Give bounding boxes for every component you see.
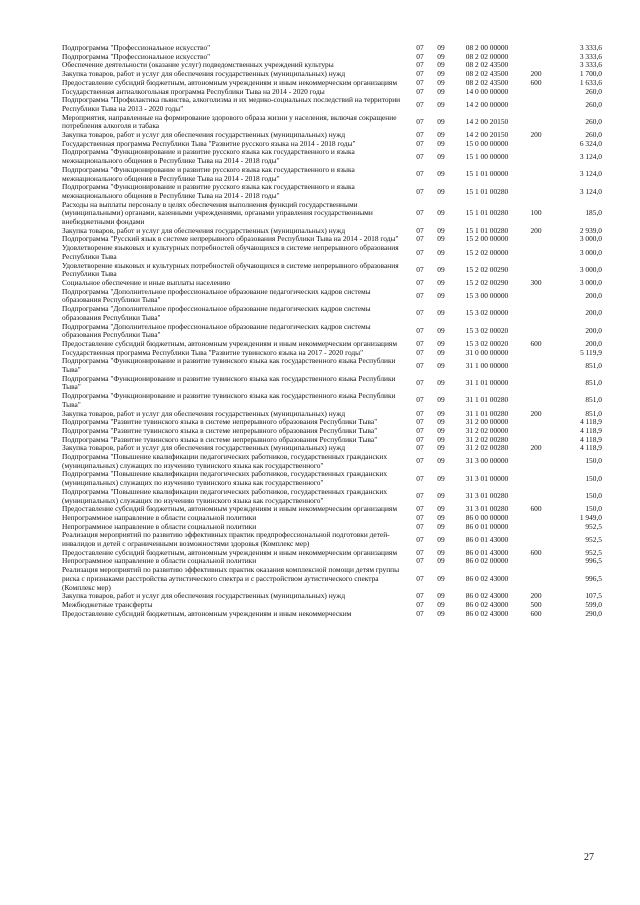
row-expense-type-code xyxy=(522,418,550,427)
row-name: Закупка товаров, работ и услуг для обеспечения государственных (муниципальных) нужд xyxy=(62,591,346,601)
row-name: Реализация мероприятий по развитию эффективных практик предпрофессиональной подготовки детей-инвалидов и детей с ограниченными возможностями здоровья (Комплекс мер) xyxy=(62,530,390,549)
row-section-code: 07 xyxy=(416,360,424,370)
row-name: Подпрограмма "Дополнительное профессиональное образование педагогических кадров системы образования Республики Тыва" xyxy=(62,304,371,322)
row-name: Подпрограмма "Повышение квалификации педагогических работников, государственных гражданских (муниципальных) служащих по изучению тувинского языка как государственного" xyxy=(62,452,388,470)
row-section-code: 07 xyxy=(416,130,424,140)
row-name: Подпрограмма "Функционирование и развитие русского языка как государственного и языка межнационального общения в Республике Тыва на 2014 - 2018 годы" xyxy=(62,164,355,183)
row-amount: 4 118,9 xyxy=(580,417,602,427)
row-target-article-code: 14 2 00 00000 xyxy=(465,99,509,109)
row-subsection-code: 09 xyxy=(437,504,445,514)
row-amount: 4 118,9 xyxy=(580,434,602,444)
row-subsection-code: 09 xyxy=(437,395,445,405)
row-section-code: 07 xyxy=(416,234,424,244)
table-row xyxy=(62,114,602,131)
row-expense-type-code: 200 xyxy=(530,408,542,418)
row-section-code: 07 xyxy=(416,138,424,148)
row-section-code: 07 xyxy=(416,521,424,531)
table-row xyxy=(62,610,602,619)
row-section-code: 07 xyxy=(416,151,424,161)
row-target-article-code: 86 0 02 00000 xyxy=(465,556,509,566)
row-name: Подпрограмма "Функционирование и развитие тувинского языка как государственного языка Республики Тыва" xyxy=(62,356,396,375)
row-subsection-code: 09 xyxy=(437,347,445,357)
table-row xyxy=(62,392,602,409)
row-amount: 4 118,9 xyxy=(580,443,602,453)
row-section-code: 07 xyxy=(416,99,424,109)
row-expense-type-code xyxy=(522,566,550,592)
row-subsection-code: 09 xyxy=(437,86,445,96)
row-subsection-code: 09 xyxy=(437,130,445,140)
row-subsection-code: 09 xyxy=(437,491,445,501)
row-amount: 260,0 xyxy=(585,86,602,96)
row-amount: 200,0 xyxy=(585,338,602,348)
row-expense-type-code xyxy=(522,88,550,97)
row-amount: 3 333,6 xyxy=(579,51,602,61)
row-expense-type-code: 200 xyxy=(530,591,542,601)
row-expense-type-code xyxy=(522,357,550,374)
row-amount: 952,5 xyxy=(585,521,602,531)
row-subsection-code: 09 xyxy=(437,169,445,179)
row-name: Реализация мероприятий по развитию эффективных практик оказания комплексной помощи детям группы риска с признаками расстройства аутистического спектра и с расстройством аутистического спектра (Комплекс мер) xyxy=(62,565,400,592)
row-section-code: 07 xyxy=(416,600,424,609)
row-name: Закупка товаров, работ и услуг для обеспечения государственных (муниципальных) нужд xyxy=(62,225,346,235)
row-subsection-code: 09 xyxy=(437,456,445,466)
row-section-code: 07 xyxy=(416,338,424,348)
row-section-code: 07 xyxy=(416,225,424,235)
row-target-article-code: 31 3 01 00280 xyxy=(465,491,509,501)
row-subsection-code: 09 xyxy=(437,521,445,531)
row-subsection-code: 09 xyxy=(437,417,445,427)
row-amount: 952,5 xyxy=(585,547,602,557)
row-amount: 851,0 xyxy=(585,408,602,418)
row-section-code: 07 xyxy=(416,208,424,218)
row-subsection-code: 09 xyxy=(437,264,445,274)
row-expense-type-code xyxy=(522,323,550,340)
row-amount: 260,0 xyxy=(585,99,602,109)
row-amount: 5 119,9 xyxy=(580,347,602,357)
row-name: Удовлетворение языковых и культурных потребностей обучающихся в системе непрерывного образования Республики Тыва xyxy=(62,243,399,261)
row-subsection-code: 09 xyxy=(437,225,445,235)
row-subsection-code: 09 xyxy=(437,291,445,301)
row-name: Подпрограмма "Развитие тувинского языка в системе непрерывного образования Республики Тыва" xyxy=(62,417,378,427)
row-amount: 200,0 xyxy=(585,325,602,335)
row-subsection-code: 09 xyxy=(437,69,445,79)
row-amount: 3 333,6 xyxy=(579,60,602,70)
row-expense-type-code xyxy=(522,114,550,131)
row-subsection-code: 09 xyxy=(437,338,445,348)
row-subsection-code: 09 xyxy=(437,60,445,70)
row-subsection-code: 09 xyxy=(437,534,445,544)
row-section-code: 07 xyxy=(416,308,424,318)
table-row xyxy=(62,470,602,487)
row-subsection-code: 09 xyxy=(437,247,445,257)
row-amount: 2 939,0 xyxy=(579,225,602,235)
row-name: Закупка товаров, работ и услуг для обеспечения государственных (муниципальных) нужд xyxy=(62,443,346,453)
row-amount: 260,0 xyxy=(585,116,602,126)
table-row xyxy=(62,262,602,279)
row-section-code: 07 xyxy=(416,69,424,79)
row-expense-type-code: 200 xyxy=(530,225,542,235)
row-section-code: 07 xyxy=(416,395,424,405)
row-expense-type-code xyxy=(522,531,550,548)
table-row xyxy=(62,305,602,322)
row-expense-type-code: 600 xyxy=(530,77,542,87)
row-section-code: 07 xyxy=(416,86,424,96)
row-expense-type-code xyxy=(522,148,550,165)
row-expense-type-code: 600 xyxy=(530,338,542,348)
row-amount: 150,0 xyxy=(585,456,602,466)
row-subsection-code: 09 xyxy=(437,77,445,87)
row-name: Подпрограмма "Развитие тувинского языка в системе непрерывного образования Республики Тыва" xyxy=(62,425,378,435)
row-name: Подпрограмма "Функционирование и развитие русского языка как государственного и языка межнационального общения в Республике Тыва на 2014 - 2018 годы" xyxy=(62,147,355,166)
row-expense-type-code: 600 xyxy=(530,608,542,618)
row-expense-type-code xyxy=(522,235,550,244)
row-expense-type-code: 600 xyxy=(530,547,542,557)
row-subsection-code: 09 xyxy=(437,325,445,335)
table-row xyxy=(62,357,602,374)
row-target-article-code: 08 2 02 00000 xyxy=(465,51,509,61)
row-section-code: 07 xyxy=(416,534,424,544)
row-target-article-code: 31 1 01 00280 xyxy=(465,395,509,405)
row-target-article-code: 15 3 00 00000 xyxy=(465,291,509,301)
row-section-code: 07 xyxy=(416,425,424,435)
row-target-article-code: 31 1 01 00000 xyxy=(465,378,509,388)
row-expense-type-code xyxy=(522,488,550,505)
row-section-code: 07 xyxy=(416,186,424,196)
row-name: Предоставление субсидий бюджетным, автономным учреждениям и иным некоммерческим организациям xyxy=(62,338,398,348)
row-subsection-code: 09 xyxy=(437,51,445,61)
row-expense-type-code: 500 xyxy=(530,600,542,609)
row-expense-type-code xyxy=(522,453,550,470)
row-target-article-code: 15 2 02 00290 xyxy=(465,264,509,274)
row-name: Социальное обеспечение и иные выплаты населению xyxy=(62,277,231,287)
row-subsection-code: 09 xyxy=(437,138,445,148)
table-row xyxy=(62,244,602,261)
row-target-article-code: 31 2 02 00280 xyxy=(465,443,509,453)
row-section-code: 07 xyxy=(416,77,424,87)
row-name: Подпрограмма "Повышение квалификации педагогических работников, государственных гражданских (муниципальных) служащих по изучению тувинского языка как государственного" xyxy=(62,486,388,505)
row-subsection-code: 09 xyxy=(437,443,445,453)
row-subsection-code: 09 xyxy=(437,360,445,370)
row-expense-type-code xyxy=(522,427,550,436)
row-expense-type-code: 200 xyxy=(530,130,542,140)
row-expense-type-code xyxy=(522,183,550,200)
row-expense-type-code: 300 xyxy=(530,277,542,287)
row-name: Подпрограмма "Функционирование и развитие тувинского языка как государственного языка Республики Тыва" xyxy=(62,373,396,392)
row-name: Подпрограмма "Развитие тувинского языка в системе непрерывного образования Республики Тыва" xyxy=(62,434,378,444)
row-subsection-code: 09 xyxy=(437,473,445,483)
row-expense-type-code: 200 xyxy=(530,443,542,453)
row-target-article-code: 31 3 00 00000 xyxy=(465,456,509,466)
row-section-code: 07 xyxy=(416,43,424,52)
row-amount: 185,0 xyxy=(585,208,602,218)
row-expense-type-code xyxy=(522,44,550,53)
row-section-code: 07 xyxy=(416,556,424,566)
row-section-code: 07 xyxy=(416,60,424,70)
row-name: Закупка товаров, работ и услуг для обеспечения государственных (муниципальных) нужд xyxy=(62,408,346,418)
row-amount: 952,5 xyxy=(585,534,602,544)
row-target-article-code: 15 0 00 00000 xyxy=(465,138,509,148)
row-target-article-code: 86 0 01 43000 xyxy=(465,534,509,544)
row-amount: 851,0 xyxy=(585,378,602,388)
row-amount: 6 324,0 xyxy=(579,138,602,148)
row-target-article-code: 86 0 02 43000 xyxy=(465,591,509,601)
row-section-code: 07 xyxy=(416,456,424,466)
row-section-code: 07 xyxy=(416,608,424,618)
row-amount: 150,0 xyxy=(585,473,602,483)
row-subsection-code: 09 xyxy=(437,425,445,435)
row-expense-type-code xyxy=(522,305,550,322)
row-target-article-code: 86 0 02 43000 xyxy=(465,573,509,583)
row-name: Подпрограмма "Профессиональное искусство" xyxy=(62,43,211,52)
table-row xyxy=(62,488,602,505)
row-target-article-code: 15 2 00 00000 xyxy=(465,234,509,244)
row-section-code: 07 xyxy=(416,504,424,514)
row-section-code: 07 xyxy=(416,247,424,257)
row-name: Подпрограмма "Профилактика пьянства, алкоголизма и их медико-социальных последствий на территории Республики Тыва на 2013 - 2020 годы" xyxy=(62,95,401,113)
row-section-code: 07 xyxy=(416,417,424,427)
row-target-article-code: 31 2 02 00000 xyxy=(465,425,509,435)
row-target-article-code: 31 2 00 00000 xyxy=(465,417,509,427)
row-subsection-code: 09 xyxy=(437,308,445,318)
row-section-code: 07 xyxy=(416,347,424,357)
row-target-article-code: 08 2 02 43500 xyxy=(465,60,509,70)
row-target-article-code: 31 3 01 00000 xyxy=(465,473,509,483)
row-subsection-code: 09 xyxy=(437,43,445,52)
row-target-article-code: 15 3 02 00000 xyxy=(465,308,509,318)
row-amount: 3 000,0 xyxy=(579,277,602,287)
row-subsection-code: 09 xyxy=(437,591,445,601)
row-target-article-code: 14 2 00 20150 xyxy=(465,116,509,126)
row-subsection-code: 09 xyxy=(437,556,445,566)
row-subsection-code: 09 xyxy=(437,116,445,126)
row-subsection-code: 09 xyxy=(437,277,445,287)
page-number: 27 xyxy=(584,852,594,863)
row-amount: 851,0 xyxy=(585,360,602,370)
row-name: Мероприятия, направленные на формирование здорового образа жизни у населения, включая сокращение потребления алкоголя и табака xyxy=(62,112,397,131)
row-section-code: 07 xyxy=(416,573,424,583)
row-target-article-code: 86 0 02 43000 xyxy=(465,608,509,618)
row-name: Предоставление субсидий бюджетным, автономным учреждениям и иным некоммерческим xyxy=(62,608,352,618)
row-amount: 3 000,0 xyxy=(579,234,602,244)
row-target-article-code: 15 3 02 00020 xyxy=(465,325,509,335)
row-amount: 107,5 xyxy=(585,591,602,601)
row-target-article-code: 15 3 02 00020 xyxy=(465,338,509,348)
row-section-code: 07 xyxy=(416,116,424,126)
row-expense-type-code xyxy=(522,166,550,183)
row-amount: 3 000,0 xyxy=(579,264,602,274)
row-expense-type-code xyxy=(522,288,550,305)
row-amount: 290,0 xyxy=(585,608,602,618)
row-name: Непрограммное направление в области социальной политики xyxy=(62,521,257,531)
row-section-code: 07 xyxy=(416,491,424,501)
row-amount: 996,5 xyxy=(585,573,602,583)
row-target-article-code: 15 1 01 00280 xyxy=(465,208,509,218)
row-name: Предоставление субсидий бюджетным, автономным учреждениям и иным некоммерческим организациям xyxy=(62,77,398,87)
row-target-article-code: 15 1 00 00000 xyxy=(465,151,509,161)
row-subsection-code: 09 xyxy=(437,151,445,161)
row-expense-type-code xyxy=(522,392,550,409)
row-subsection-code: 09 xyxy=(437,408,445,418)
row-amount: 996,5 xyxy=(585,556,602,566)
table-row xyxy=(62,566,602,592)
row-target-article-code: 31 2 02 00280 xyxy=(465,434,509,444)
row-subsection-code: 09 xyxy=(437,573,445,583)
table-row xyxy=(62,531,602,548)
row-name: Государственная антиалкогольная программа Республики Тыва на 2014 - 2020 годы xyxy=(62,86,325,96)
row-target-article-code: 31 1 00 00000 xyxy=(465,360,509,370)
table-row xyxy=(62,183,602,200)
row-subsection-code: 09 xyxy=(437,186,445,196)
row-target-article-code: 15 1 01 00280 xyxy=(465,225,509,235)
row-amount: 4 118,9 xyxy=(580,425,602,435)
row-expense-type-code xyxy=(522,349,550,358)
row-section-code: 07 xyxy=(416,473,424,483)
row-name: Закупка товаров, работ и услуг для обеспечения государственных (муниципальных) нужд xyxy=(62,69,346,79)
row-amount: 3 000,0 xyxy=(579,247,602,257)
row-amount: 851,0 xyxy=(585,395,602,405)
row-section-code: 07 xyxy=(416,547,424,557)
row-amount: 3 124,0 xyxy=(579,169,602,179)
row-name: Предоставление субсидий бюджетным, автономным учреждениям и иным некоммерческим организациям xyxy=(62,504,398,514)
row-target-article-code: 86 0 01 43000 xyxy=(465,547,509,557)
row-target-article-code: 08 2 00 00000 xyxy=(465,43,509,52)
row-section-code: 07 xyxy=(416,591,424,601)
table-row xyxy=(62,323,602,340)
row-subsection-code: 09 xyxy=(437,434,445,444)
row-section-code: 07 xyxy=(416,51,424,61)
table-row xyxy=(62,375,602,392)
row-amount: 3 333,6 xyxy=(579,43,602,52)
row-name: Подпрограмма "Функционирование и развитие тувинского языка как государственного языка Республики Тыва" xyxy=(62,391,396,409)
row-target-article-code: 08 2 02 43500 xyxy=(465,77,509,87)
row-target-article-code: 86 0 00 00000 xyxy=(465,512,509,522)
row-section-code: 07 xyxy=(416,443,424,453)
row-amount: 599,0 xyxy=(585,600,602,609)
row-expense-type-code xyxy=(522,96,550,113)
row-target-article-code: 15 2 02 00000 xyxy=(465,247,509,257)
table-row xyxy=(62,288,602,305)
row-expense-type-code xyxy=(522,140,550,149)
row-section-code: 07 xyxy=(416,277,424,287)
row-amount: 1 633,6 xyxy=(579,77,602,87)
row-target-article-code: 31 0 00 00000 xyxy=(465,347,509,357)
row-amount: 1 700,0 xyxy=(579,69,602,79)
row-subsection-code: 09 xyxy=(437,378,445,388)
row-target-article-code: 15 1 01 00000 xyxy=(465,169,509,179)
row-target-article-code: 08 2 02 43500 xyxy=(465,69,509,79)
row-section-code: 07 xyxy=(416,512,424,522)
row-subsection-code: 09 xyxy=(437,600,445,609)
row-subsection-code: 09 xyxy=(437,547,445,557)
row-expense-type-code xyxy=(522,375,550,392)
row-name: Подпрограмма "Профессиональное искусство" xyxy=(62,51,211,61)
row-expense-type-code xyxy=(522,557,550,566)
row-amount: 150,0 xyxy=(585,504,602,514)
row-subsection-code: 09 xyxy=(437,512,445,522)
row-expense-type-code: 100 xyxy=(530,208,542,218)
row-name: Закупка товаров, работ и услуг для обеспечения государственных (муниципальных) нужд xyxy=(62,130,346,140)
row-name: Государственная программа Республики Тыва "Развитие тувинского языка на 2017 - 2020 годы" xyxy=(62,347,364,357)
row-target-article-code: 14 2 00 20150 xyxy=(465,130,509,140)
row-amount: 1 949,0 xyxy=(579,512,602,522)
row-target-article-code: 31 3 01 00280 xyxy=(465,504,509,514)
table-row xyxy=(62,201,602,227)
table-row xyxy=(62,148,602,165)
row-name: Подпрограмма "Функционирование и развитие русского языка как государственного и языка межнационального общения в Республике Тыва на 2014 - 2018 годы" xyxy=(62,182,355,200)
row-target-article-code: 14 0 00 00000 xyxy=(465,86,509,96)
row-section-code: 07 xyxy=(416,408,424,418)
row-subsection-code: 09 xyxy=(437,208,445,218)
row-section-code: 07 xyxy=(416,378,424,388)
row-section-code: 07 xyxy=(416,169,424,179)
row-amount: 200,0 xyxy=(585,308,602,318)
row-name: Непрограммное направление в области социальной политики xyxy=(62,512,257,522)
row-subsection-code: 09 xyxy=(437,608,445,618)
row-expense-type-code xyxy=(522,514,550,523)
row-target-article-code: 31 1 01 00280 xyxy=(465,408,509,418)
table-body xyxy=(62,44,602,618)
row-name: Обеспечение деятельности (оказание услуг) подведомственных учреждений культуры xyxy=(62,60,334,70)
row-expense-type-code: 200 xyxy=(530,69,542,79)
row-target-article-code: 86 0 02 43000 xyxy=(465,600,509,609)
table-row xyxy=(62,453,602,470)
row-amount: 3 124,0 xyxy=(579,151,602,161)
row-expense-type-code: 600 xyxy=(530,504,542,514)
row-name: Непрограммное направление в области социальной политики xyxy=(62,556,257,566)
row-amount: 3 124,0 xyxy=(579,186,602,196)
row-name: Подпрограмма "Повышение квалификации педагогических работников, государственных гражданских (муниципальных) служащих по изучению тувинского языка как государственного" xyxy=(62,469,388,488)
row-expense-type-code xyxy=(522,244,550,261)
table-row xyxy=(62,166,602,183)
row-expense-type-code xyxy=(522,53,550,62)
table-row xyxy=(62,96,602,113)
row-section-code: 07 xyxy=(416,325,424,335)
row-target-article-code: 86 0 01 00000 xyxy=(465,521,509,531)
row-name: Подпрограмма "Дополнительное профессиональное образование педагогических кадров системы образования Республики Тыва" xyxy=(62,321,371,340)
row-amount: 260,0 xyxy=(585,130,602,140)
row-expense-type-code xyxy=(522,470,550,487)
row-section-code: 07 xyxy=(416,291,424,301)
row-amount: 200,0 xyxy=(585,291,602,301)
row-expense-type-code xyxy=(522,523,550,532)
row-target-article-code: 15 2 02 00290 xyxy=(465,277,509,287)
row-name: Подпрограмма "Дополнительное профессиональное образование педагогических кадров системы образования Республики Тыва" xyxy=(62,286,371,305)
row-name: Подпрограмма "Русский язык в системе непрерывного образования Республики Тыва на 2014 - 2018 годы" xyxy=(62,234,399,244)
row-subsection-code: 09 xyxy=(437,99,445,109)
row-section-code: 07 xyxy=(416,434,424,444)
row-target-article-code: 15 1 01 00280 xyxy=(465,186,509,196)
row-expense-type-code xyxy=(522,262,550,279)
row-subsection-code: 09 xyxy=(437,234,445,244)
row-name: Расходы на выплаты персоналу в целях обеспечения выполнения функций государственными (муниципальными) органами, казенными учреждениями, органами управления государственными внебюджетными фондами xyxy=(62,199,373,227)
row-name: Предоставление субсидий бюджетным, автономным учреждениям и иным некоммерческим организациям xyxy=(62,547,398,557)
budget-table xyxy=(62,44,602,618)
row-name: Межбюджетные трансферты xyxy=(62,600,153,609)
row-name: Государственная программа Республики Тыва "Развитие русского языка на 2014 - 2018 годы" xyxy=(62,138,356,148)
row-amount: 150,0 xyxy=(585,491,602,501)
row-section-code: 07 xyxy=(416,264,424,274)
row-name: Удовлетворение языковых и культурных потребностей обучающихся в системе непрерывного образования Республики Тыва xyxy=(62,260,399,279)
